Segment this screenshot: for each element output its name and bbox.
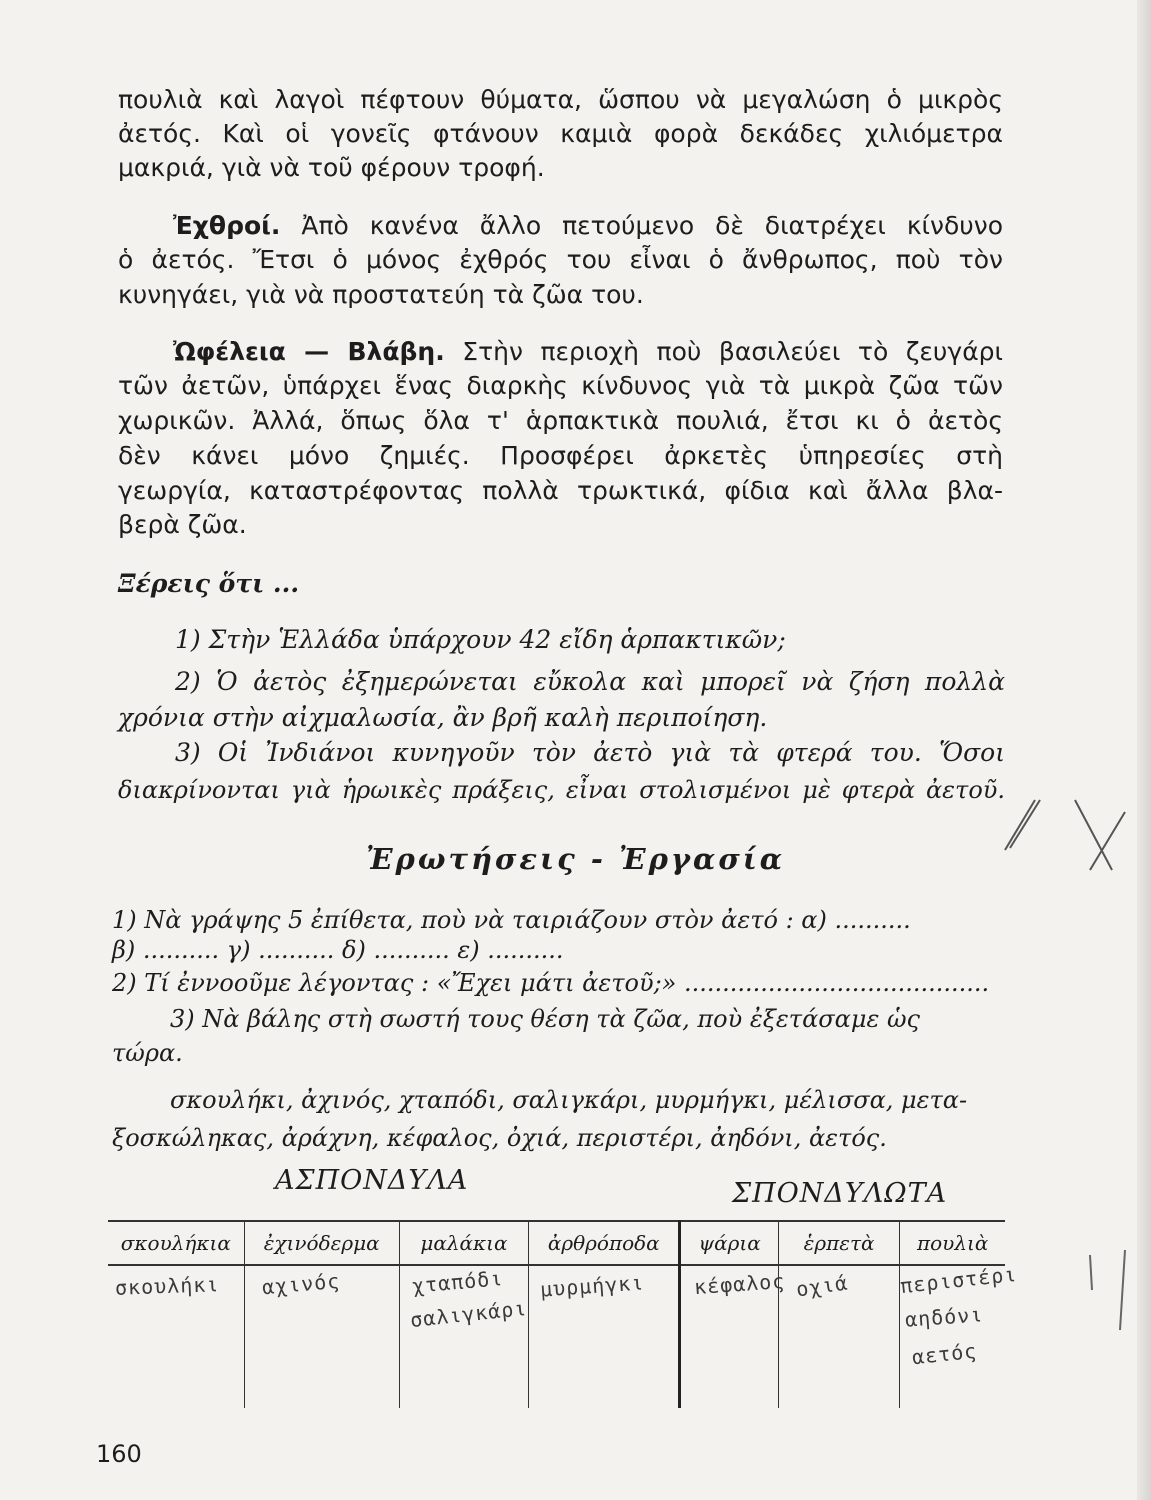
col-fish: ψάρια — [680, 1221, 779, 1265]
intro-line-1: πουλιὰ καὶ λαγοὶ πέφτουν θύματα, ὥσπου νὰ μεγαλώση ὁ μικρὸς — [118, 85, 1003, 114]
enemies-line-3: κυνηγάει, γιὰ νὰ προστατεύη τὰ ζῶα του. — [118, 280, 644, 309]
table-header-row — [108, 1221, 1005, 1265]
question-1-line-2: β) .......... γ) .......... δ) .......... ε) .......... — [112, 936, 564, 964]
question-1-line-1: 1) Νὰ γράψης 5 ἐπίθετα, ποὺ νὰ ταιριάζουν στὸν ἀετό : α) .......... — [112, 906, 911, 934]
enemies-title: Ἐχθροί. — [173, 211, 281, 240]
animals-line-2: ξοσκώληκας, ἀράχνη, κέφαλος, ὀχιά, περιστέρι, ἀηδόνι, ἀετός. — [112, 1124, 887, 1152]
fact-1: 1) Στὴν Ἑλλάδα ὑπάρχουν 42 εἴδη ἁρπακτικῶν; — [175, 625, 786, 654]
classification-table — [108, 1220, 1005, 1408]
pen-mark-margin — [1090, 1250, 1125, 1330]
intro-line-3: μακριά, γιὰ νὰ τοῦ φέρουν τροφή. — [118, 153, 545, 182]
fact-3-line-2: διακρίνονται γιὰ ἡρωικὲς πράξεις, εἶναι στολισμένοι μὲ φτερὰ ἀετοῦ. — [118, 776, 1005, 804]
handwriting-birds-3: αετός — [910, 1338, 979, 1370]
col-birds: πουλιὰ — [900, 1221, 1005, 1265]
handwriting-reptiles: οχιά — [794, 1270, 850, 1302]
col-worms: σκουλήκια — [108, 1221, 244, 1265]
questions-heading: Ἐρωτήσεις - Ἐργασία — [365, 842, 786, 876]
benefit-line-1-text: Στὴν περιοχὴ ποὺ βασιλεύει τὸ ζευγάρι — [444, 337, 1003, 366]
benefit-line-1 — [118, 336, 1003, 368]
benefit-line-3: χωρικῶν. Ἀλλά, ὅπως ὅλα τ' ἁρπακτικὰ πουλιά, ἔτσι κι ὁ ἀετὸς — [118, 406, 1003, 435]
fact-2-line-2: χρόνια στὴν αἰχμαλωσία, ἂν βρῆ καλὴ περιποίηση. — [118, 703, 768, 732]
benefit-line-6: βερὰ ζῶα. — [118, 510, 247, 539]
handwriting-birds-2: αηδόνι — [904, 1302, 984, 1332]
handwriting-molluscs-1: χταπόδι — [411, 1266, 505, 1298]
handwriting-fish: κέφαλος — [693, 1268, 787, 1300]
enemies-line-1 — [118, 210, 1003, 242]
intro-line-2: ἀετός. Καὶ οἱ γονεῖς φτάνουν καμιὰ φορὰ δεκάδες χιλιόμετρα — [118, 119, 1003, 148]
animals-line-1: σκουλήκι, ἀχινός, χταπόδι, σαλιγκάρι, μυρμήγκι, μέλισσα, μετα- — [170, 1086, 968, 1114]
col-molluscs: μαλάκια — [399, 1221, 529, 1265]
handwriting-birds-1: περιστέρι — [899, 1261, 1019, 1299]
benefit-line-2: τῶν ἀετῶν, ὑπάρχει ἕνας διαρκὴς κίνδυνος γιὰ τὰ μικρὰ ζῶα τῶν — [118, 371, 1003, 400]
handwriting-worms: σκουλήκι — [114, 1272, 220, 1300]
question-3-line-1: 3) Νὰ βάλης στὴ σωστή τους θέση τὰ ζῶα, ποὺ ἐξετάσαμε ὡς — [170, 1005, 920, 1033]
handwriting-arthropods: μυρμήγκι — [539, 1270, 646, 1302]
fact-3-line-1: 3) Οἱ Ἰνδιάνοι κυνηγοῦν τὸν ἀετὸ γιὰ τὰ φτερά του. Ὅσοι — [175, 738, 1005, 767]
group-vertebrates: ΣΠΟΝΔΥΛΩΤΑ — [732, 1178, 948, 1209]
scan-edge — [1137, 0, 1151, 1500]
did-you-know-title: Ξέρεις ὅτι ... — [118, 569, 300, 598]
question-3-line-2: τώρα. — [112, 1039, 183, 1067]
group-invertebrates: ΑΣΠΟΝΔΥΛΑ — [275, 1165, 469, 1196]
enemies-line-1-text: Ἀπὸ κανένα ἄλλο πετούμενο δὲ διατρέχει κίνδυνο — [280, 211, 1003, 240]
col-reptiles: ἑρπετὰ — [778, 1221, 899, 1265]
question-2: 2) Τί ἐννοοῦμε λέγοντας : «Ἔχει μάτι ἀετοῦ;» ........................................ — [112, 969, 990, 997]
handwriting-molluscs-2: σαλιγκάρι — [409, 1295, 529, 1333]
col-arthropods: ἀρθρόποδα — [529, 1221, 680, 1265]
benefit-line-4: δὲν κάνει μόνο ζημιές. Προσφέρει ἀρκετὲς ὑπηρεσίες στὴ — [118, 441, 1003, 470]
page-number: 160 — [96, 1440, 142, 1468]
benefit-title: Ὠφέλεια — Βλάβη. — [173, 337, 445, 366]
fact-2-line-1: 2) Ὁ ἀετὸς ἐξημερώνεται εὔκολα καὶ μπορεῖ νὰ ζήση πολλὰ — [175, 667, 1005, 696]
col-echinoderms: ἐχινόδερμα — [244, 1221, 399, 1265]
benefit-line-5: γεωργία, καταστρέφοντας πολλὰ τρωκτικά, φίδια καὶ ἄλλα βλα- — [118, 476, 1003, 505]
enemies-line-2: ὁ ἀετός. Ἔτσι ὁ μόνος ἐχθρός του εἶναι ὁ ἄνθρωπος, ποὺ τὸν — [118, 245, 1003, 274]
handwriting-echinoderms: αχινός — [261, 1268, 342, 1300]
